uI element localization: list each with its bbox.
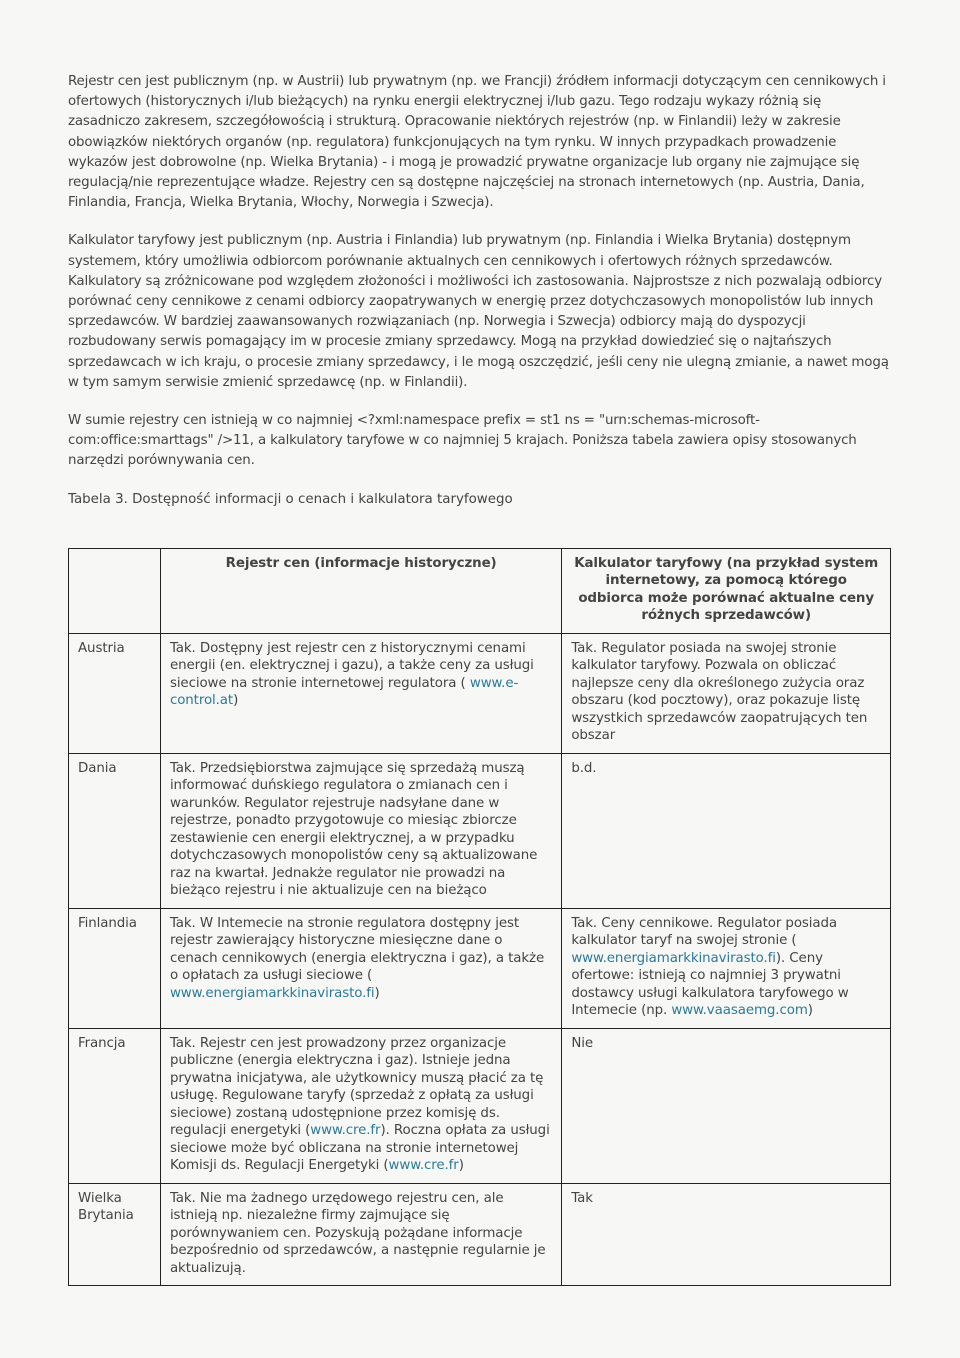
cell-text: ). Roczna opłata za usługi sieciowe może być obliczana na stronie internetowej Komisji ds. Regulacji Energetyki (	[169, 1123, 550, 1174]
table-row	[69, 753, 891, 908]
cell-text: ). Ceny ofertowe: istnieją co najmniej 3 prywatni dostawcy usługi kalkulatora taryfowego w Intemecie (np.	[571, 950, 849, 1019]
registry-cell	[160, 1183, 561, 1286]
registry-cell	[160, 753, 561, 908]
cell-text: Tak. Ceny cennikowe. Regulator posiada kalkulator taryf na swojej stronie (	[571, 915, 838, 949]
cell-text: Tak. Regulator posiada na swojej stronie kalkulator taryfowy. Pozwala on obliczać najlepsze ceny dla określonego zużycia oraz obszaru (kod pocztowy), oraz pokazuje listę wszystkich sprzedawców zaopatrujących ten obszar	[571, 640, 868, 744]
table-row	[69, 908, 891, 1028]
document-page	[68, 72, 892, 1286]
calculator-cell	[562, 1183, 891, 1286]
cell-text: Tak. W Intemecie na stronie regulatora dostępny jest rejestr zawierający historyczne miesięczne dane o cenach cennikowych (energia elektryczna i gaz), a także o opłatach za usługi sieciowe (	[169, 915, 545, 984]
country-cell: Austria	[69, 633, 161, 753]
table-row	[69, 1183, 891, 1286]
cell-text: Tak	[571, 1190, 593, 1206]
registry-cell	[160, 633, 561, 753]
country-cell: Francja	[69, 1028, 161, 1183]
paragraph-summary: W sumie rejestry cen istnieją w co najmniej <?xml:namespace prefix = st1 ns = "urn:schemas-microsoft-com:office:smarttags" />11, a kalkulatory taryfowe w co najmniej 5 krajach. Poniższa tabela zawiera opisy stosowanych narzędzi porównywania cen.	[68, 413, 857, 469]
header-country	[69, 548, 161, 633]
paragraph-tariff-calculator: Kalkulator taryfowy jest publicznym (np. Austria i Finlandia) lub prywatnym (np. Finlandia i Wielka Brytania) dostępnym systemem, który umożliwia odbiorcom porównanie aktualnych cen cennikowych i ofertowych różnych sprzedawców. Kalkulatory są zróżnicowane pod względem złożoności i możliwości ich zastosowania. Najprostsze z nich pozwalają odbiorcy porównać ceny cennikowe z cenami odbiorcy zaopatrywanych w energię przez dotychczasowych monopolistów lub innych sprzedawców. W bardziej zaawansowanych rozwiązaniach (np. Norwegia i Szwecja) odbiorcy mają do dyspozycji rozbudowany serwis pomagający im w procesie zmiany sprzedawcy. Mogą na przykład dowiedzieć się o najtańszych sprzedawcach w ich kraju, o procesie zmiany sprzedawcy, i le mogą oszczędzić, jeśli ceny nie ulegną zmianie, a nawet mogą w tym samym serwisie zmienić sprzedawcę (np. w Finlandii).	[68, 233, 889, 390]
registry-cell	[160, 908, 561, 1028]
link-cre[interactable]: www.cre.fr	[310, 1123, 381, 1139]
calculator-cell	[562, 908, 891, 1028]
country-cell: Wielka Brytania	[69, 1183, 161, 1286]
cell-text: Tak. Nie ma żadnego urzędowego rejestru cen, ale istnieją np. niezależne firmy zajmujące się porównywaniem cen. Pozyskują pożądane informacje bezpośrednio od sprzedawców, a następnie regularnie je aktualizują.	[169, 1190, 546, 1276]
cell-text: )	[374, 985, 380, 1001]
table-row	[69, 633, 891, 753]
cell-text: )	[807, 1003, 813, 1019]
registry-cell	[160, 1028, 561, 1183]
link-vaasaemg[interactable]: www.vaasaemg.com	[671, 1003, 808, 1019]
cell-text: b.d.	[571, 760, 597, 776]
link-cre[interactable]: www.cre.fr	[388, 1158, 459, 1174]
country-cell: Dania	[69, 753, 161, 908]
cell-text: Tak. Rejestr cen jest prowadzony przez organizacje publiczne (energia elektryczna i gaz). Istnieje jedna prywatna inicjatywa, ale użytkownicy muszą płacić za tę usługę. Regulowane taryfy (sprzedaż z opłatą za usługi sieciowe) zostaną udostępnione przez komisję ds. regulacji energetyki (	[169, 1035, 544, 1139]
calculator-cell	[562, 633, 891, 753]
link-energiamarkkinavirasto[interactable]: www.energiamarkkinavirasto.fi	[571, 950, 776, 966]
link-e-control[interactable]: www.e-control.at	[169, 675, 519, 709]
country-cell: Finlandia	[69, 908, 161, 1028]
calculator-cell	[562, 1028, 891, 1183]
link-energiamarkkinavirasto[interactable]: www.energiamarkkinavirasto.fi	[169, 985, 375, 1001]
cell-text: )	[233, 693, 239, 709]
cell-text: Nie	[571, 1035, 593, 1051]
header-price-registry: Rejestr cen (informacje historyczne)	[160, 548, 561, 633]
cell-text: Tak. Przedsiębiorstwa zajmujące się sprzedażą muszą informować duńskiego regulatora o zmianach cen i warunków. Regulator rejestruje nadsyłane dane w rejestrze, ponadto przygotowuje co miesiąc zbiorcze zestawienie cen energii elektrycznej, a w przypadku dotychczasowych monopolistów ceny są aktualizowane raz na kwartał. Jednakże regulator nie prowadzi na bieżąco rejestru i nie aktualizuje cen na bieżąco	[169, 760, 538, 899]
calculator-cell	[562, 753, 891, 908]
cell-text: )	[458, 1158, 464, 1174]
header-tariff-calculator: Kalkulator taryfowy (na przykład system internetowy, za pomocą którego odbiorca może porównać aktualne ceny różnych sprzedawców)	[562, 548, 891, 633]
paragraph-price-registry: Rejestr cen jest publicznym (np. w Austrii) lub prywatnym (np. we Francji) źródłem informacji dotyczącym cen cennikowych i ofertowych (historycznych i/lub bieżących) na rynku energii elektrycznej i/lub gazu. Tego rodzaju wykazy różnią się zasadniczo zakresem, szczegółowością i strukturą. Opracowanie niektórych rejestrów (np. w Finlandii) leży w zakresie obowiązków niektórych organów (np. regulatora) funkcjonujących na tym rynku. W innych przypadkach prowadzenie wykazów jest dobrowolne (np. Wielka Brytania) - i mogą je prowadzić prywatne organizacje lub organy nie zajmujące się regulacją/nie reprezentujące władze. Rejestry cen są dostępne najczęściej na stronach internetowych (np. Austria, Dania, Finlandia, Francja, Wielka Brytania, Włochy, Norwegia i Szwecja).	[68, 74, 886, 211]
price-tools-table	[68, 548, 891, 1287]
table-row	[69, 1028, 891, 1183]
table-caption: Tabela 3. Dostępność informacji o cenach i kalkulatora taryfowego	[68, 491, 513, 507]
table-header-row	[69, 548, 891, 633]
cell-text: Tak. Dostępny jest rejestr cen z historycznymi cenami energii (en. elektrycznej i gazu), a także ceny za usługi sieciowe na stronie internetowej regulatora (	[169, 640, 534, 691]
